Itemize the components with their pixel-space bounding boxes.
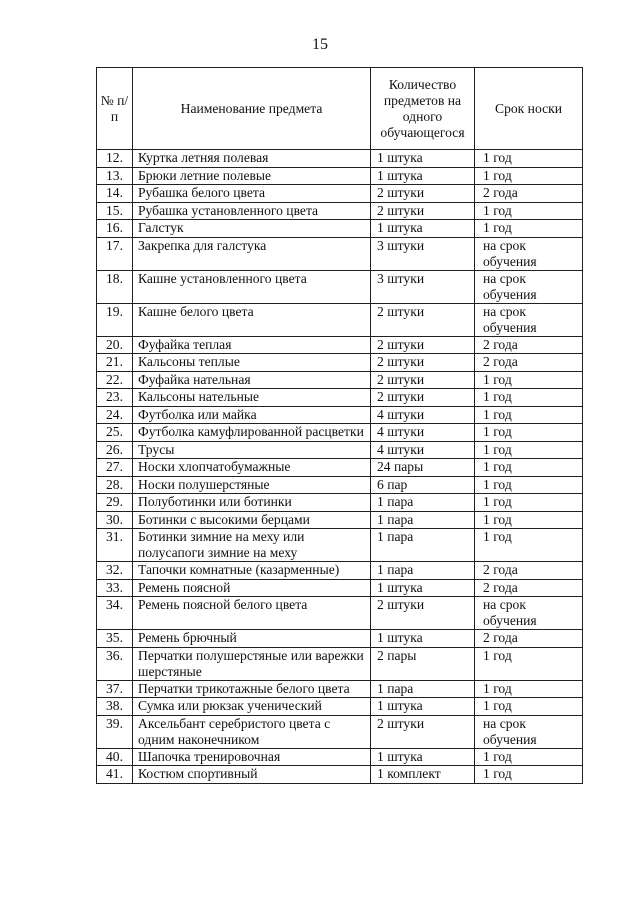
table-row	[97, 680, 583, 698]
row-number: 29.	[97, 494, 133, 512]
item-name: Костюм спортивный	[133, 766, 371, 784]
item-name: Носки хлопчатобумажные	[133, 459, 371, 477]
item-quantity: 6 пар	[371, 476, 475, 494]
row-number: 41.	[97, 766, 133, 784]
table-row	[97, 597, 583, 630]
item-name: Ремень поясной	[133, 579, 371, 597]
item-name: Ремень поясной белого цвета	[133, 597, 371, 630]
item-quantity: 2 штуки	[371, 303, 475, 336]
row-number: 19.	[97, 303, 133, 336]
item-wear-term: 1 год	[475, 494, 583, 512]
item-name: Куртка летняя полевая	[133, 150, 371, 168]
item-wear-term: 1 год	[475, 511, 583, 529]
item-name: Сумка или рюкзак ученический	[133, 698, 371, 716]
item-wear-term: 2 года	[475, 630, 583, 648]
item-quantity: 24 пары	[371, 459, 475, 477]
item-name: Аксельбант серебристого цвета с одним наконечником	[133, 715, 371, 748]
item-wear-term: на срок обучения	[475, 597, 583, 630]
header-wear-term: Срок носки	[475, 68, 583, 150]
row-number: 31.	[97, 529, 133, 562]
table-row	[97, 459, 583, 477]
table-row	[97, 270, 583, 303]
row-number: 28.	[97, 476, 133, 494]
table-row	[97, 511, 583, 529]
item-quantity: 2 штуки	[371, 389, 475, 407]
table-row	[97, 441, 583, 459]
row-number: 36.	[97, 647, 133, 680]
table-row	[97, 494, 583, 512]
header-number: № п/п	[97, 68, 133, 150]
item-quantity: 2 штуки	[371, 597, 475, 630]
row-number: 27.	[97, 459, 133, 477]
item-quantity: 1 штука	[371, 579, 475, 597]
item-name: Фуфайка теплая	[133, 336, 371, 354]
header-quantity: Количество предметов на одного обучающегося	[371, 68, 475, 150]
row-number: 30.	[97, 511, 133, 529]
table-row	[97, 630, 583, 648]
item-quantity: 1 комплект	[371, 766, 475, 784]
row-number: 14.	[97, 185, 133, 203]
item-name: Кашне установленного цвета	[133, 270, 371, 303]
item-name: Носки полушерстяные	[133, 476, 371, 494]
item-name: Рубашка установленного цвета	[133, 202, 371, 220]
item-quantity: 2 штуки	[371, 715, 475, 748]
item-wear-term: 2 года	[475, 354, 583, 372]
item-wear-term: 1 год	[475, 748, 583, 766]
item-wear-term: 1 год	[475, 766, 583, 784]
table-row	[97, 336, 583, 354]
table-row	[97, 715, 583, 748]
table-row	[97, 698, 583, 716]
item-wear-term: 1 год	[475, 389, 583, 407]
item-name: Закрепка для галстука	[133, 237, 371, 270]
item-quantity: 1 пара	[371, 529, 475, 562]
item-name: Футболка камуфлированной расцветки	[133, 424, 371, 442]
item-name: Ботинки зимние на меху или полусапоги зимние на меху	[133, 529, 371, 562]
table-row	[97, 424, 583, 442]
item-name: Кальсоны нательные	[133, 389, 371, 407]
row-number: 15.	[97, 202, 133, 220]
item-quantity: 2 штуки	[371, 354, 475, 372]
table-row	[97, 150, 583, 168]
table-row	[97, 476, 583, 494]
item-name: Рубашка белого цвета	[133, 185, 371, 203]
table-row	[97, 185, 583, 203]
item-name: Перчатки трикотажные белого цвета	[133, 680, 371, 698]
item-quantity: 1 пара	[371, 562, 475, 580]
item-quantity: 4 штуки	[371, 424, 475, 442]
row-number: 34.	[97, 597, 133, 630]
item-quantity: 2 штуки	[371, 336, 475, 354]
item-wear-term: 1 год	[475, 529, 583, 562]
item-wear-term: на срок обучения	[475, 237, 583, 270]
item-wear-term: на срок обучения	[475, 270, 583, 303]
table-row	[97, 371, 583, 389]
table-header-row	[97, 68, 583, 150]
item-name: Перчатки полушерстяные или варежки шерстяные	[133, 647, 371, 680]
item-wear-term: 1 год	[475, 406, 583, 424]
table-row	[97, 202, 583, 220]
item-quantity: 1 штука	[371, 150, 475, 168]
item-wear-term: 1 год	[475, 220, 583, 238]
item-quantity: 2 пары	[371, 647, 475, 680]
item-wear-term: 1 год	[475, 698, 583, 716]
page-number: 15	[312, 36, 328, 53]
table-row	[97, 389, 583, 407]
row-number: 38.	[97, 698, 133, 716]
table-row	[97, 647, 583, 680]
item-name: Тапочки комнатные (казарменные)	[133, 562, 371, 580]
row-number: 22.	[97, 371, 133, 389]
table-row	[97, 579, 583, 597]
item-quantity: 2 штуки	[371, 185, 475, 203]
item-quantity: 3 штуки	[371, 237, 475, 270]
table-row	[97, 303, 583, 336]
uniform-items-table	[96, 67, 583, 784]
item-quantity: 1 пара	[371, 680, 475, 698]
item-name: Фуфайка нательная	[133, 371, 371, 389]
header-item-name: Наименование предмета	[133, 68, 371, 150]
item-wear-term: 2 года	[475, 336, 583, 354]
row-number: 24.	[97, 406, 133, 424]
item-wear-term: 1 год	[475, 167, 583, 185]
item-quantity: 1 штука	[371, 630, 475, 648]
item-quantity: 4 штуки	[371, 441, 475, 459]
row-number: 33.	[97, 579, 133, 597]
item-wear-term: 2 года	[475, 579, 583, 597]
item-wear-term: 2 года	[475, 185, 583, 203]
table-row	[97, 167, 583, 185]
table-row	[97, 237, 583, 270]
row-number: 20.	[97, 336, 133, 354]
item-wear-term: 1 год	[475, 424, 583, 442]
row-number: 35.	[97, 630, 133, 648]
item-wear-term: 2 года	[475, 562, 583, 580]
row-number: 26.	[97, 441, 133, 459]
item-quantity: 2 штуки	[371, 371, 475, 389]
item-name: Кашне белого цвета	[133, 303, 371, 336]
row-number: 39.	[97, 715, 133, 748]
item-quantity: 4 штуки	[371, 406, 475, 424]
table-row	[97, 354, 583, 372]
row-number: 12.	[97, 150, 133, 168]
row-number: 40.	[97, 748, 133, 766]
item-name: Футболка или майка	[133, 406, 371, 424]
item-quantity: 2 штуки	[371, 202, 475, 220]
item-quantity: 1 штука	[371, 748, 475, 766]
item-quantity: 1 штука	[371, 698, 475, 716]
item-wear-term: на срок обучения	[475, 303, 583, 336]
item-name: Полуботинки или ботинки	[133, 494, 371, 512]
item-name: Ботинки с высокими берцами	[133, 511, 371, 529]
item-wear-term: 1 год	[475, 150, 583, 168]
item-wear-term: 1 год	[475, 371, 583, 389]
row-number: 37.	[97, 680, 133, 698]
item-quantity: 1 пара	[371, 511, 475, 529]
row-number: 32.	[97, 562, 133, 580]
item-quantity: 3 штуки	[371, 270, 475, 303]
item-name: Кальсоны теплые	[133, 354, 371, 372]
row-number: 21.	[97, 354, 133, 372]
item-wear-term: 1 год	[475, 680, 583, 698]
item-wear-term: 1 год	[475, 476, 583, 494]
item-name: Трусы	[133, 441, 371, 459]
item-name: Брюки летние полевые	[133, 167, 371, 185]
row-number: 17.	[97, 237, 133, 270]
row-number: 16.	[97, 220, 133, 238]
item-name: Шапочка тренировочная	[133, 748, 371, 766]
item-wear-term: на срок обучения	[475, 715, 583, 748]
row-number: 23.	[97, 389, 133, 407]
item-quantity: 1 штука	[371, 220, 475, 238]
item-name: Галстук	[133, 220, 371, 238]
table-body	[97, 150, 583, 784]
item-wear-term: 1 год	[475, 459, 583, 477]
item-quantity: 1 штука	[371, 167, 475, 185]
item-wear-term: 1 год	[475, 647, 583, 680]
item-quantity: 1 пара	[371, 494, 475, 512]
table-row	[97, 748, 583, 766]
table-row	[97, 406, 583, 424]
item-wear-term: 1 год	[475, 441, 583, 459]
row-number: 25.	[97, 424, 133, 442]
table-row	[97, 562, 583, 580]
row-number: 13.	[97, 167, 133, 185]
item-name: Ремень брючный	[133, 630, 371, 648]
table-row	[97, 766, 583, 784]
item-wear-term: 1 год	[475, 202, 583, 220]
row-number: 18.	[97, 270, 133, 303]
table-row	[97, 220, 583, 238]
table-row	[97, 529, 583, 562]
